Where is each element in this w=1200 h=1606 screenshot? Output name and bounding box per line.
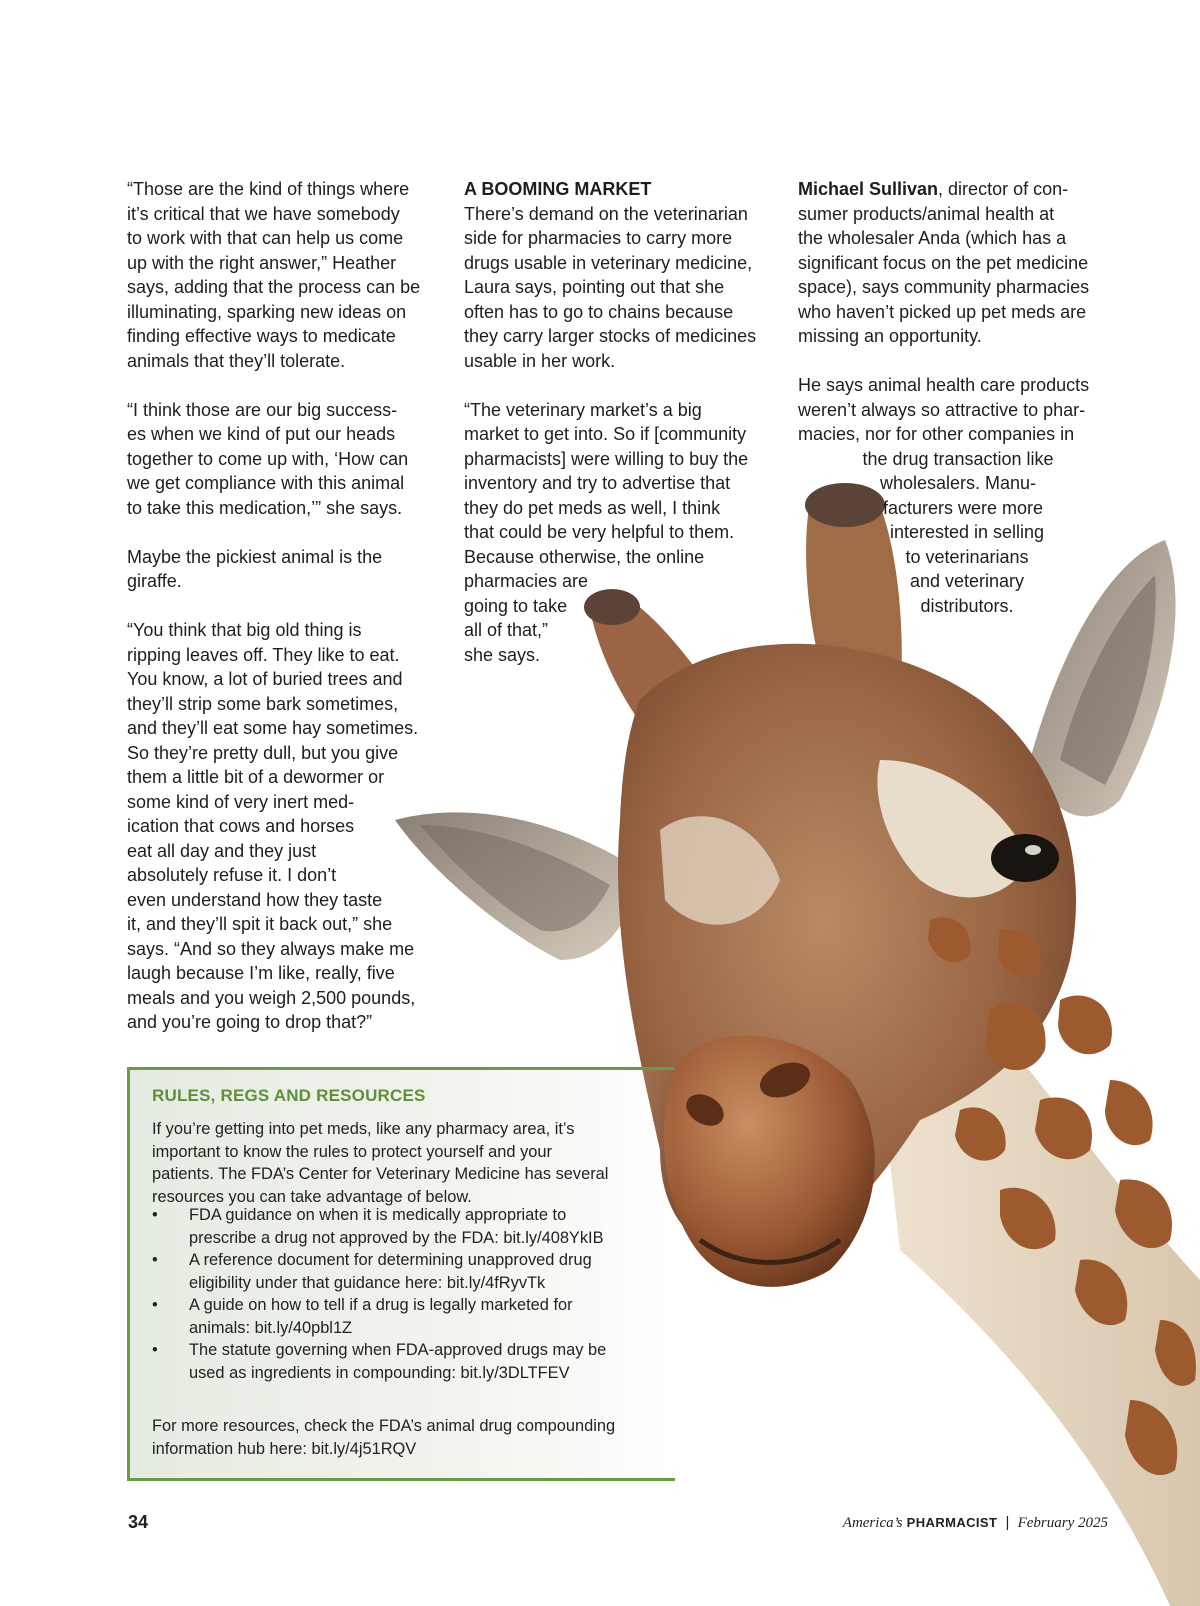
text-line: and you’re going to drop that?” xyxy=(127,1012,373,1032)
spacer xyxy=(464,373,784,398)
text-line: space), says community pharmacies xyxy=(798,277,1090,297)
resource-link[interactable]: eligibility under that guidance here: bit.ly/4fRyvTk xyxy=(189,1273,546,1292)
text-line: they do pet meds as well, I think xyxy=(464,497,721,518)
article-column-1 xyxy=(127,177,447,1035)
text-line: usable in her work. xyxy=(464,350,616,371)
text-line: If you’re getting into pet meds, like any pharmacy area, it’s xyxy=(152,1120,575,1138)
text-line: it, and they’ll spit it back out,” she xyxy=(127,914,393,934)
text-line: significant focus on the pet medicine xyxy=(798,252,1089,273)
bullet-icon: • xyxy=(152,1296,158,1314)
text-line: “Those are the kind of things where xyxy=(127,179,410,199)
text-line: interested in selling xyxy=(889,522,1045,542)
bullet-icon: • xyxy=(152,1206,158,1224)
text-line: “The veterinary market’s a big xyxy=(464,399,702,420)
list-item xyxy=(152,1204,672,1249)
text-line: market to get into. So if [community xyxy=(464,424,747,444)
spacer xyxy=(127,373,447,398)
footer-separator: | xyxy=(1005,1514,1010,1531)
text-line: together to come up with, ‘How can xyxy=(127,448,409,469)
text-line: says, adding that the process can be xyxy=(127,277,421,297)
text-line: some kind of very inert med- xyxy=(127,791,355,812)
text-line: ripping leaves off. They like to eat. xyxy=(127,644,400,665)
text-line: You know, a lot of buried trees and xyxy=(127,669,403,689)
text-line: “You think that big old thing is xyxy=(127,620,362,640)
text-line: she says. xyxy=(464,644,541,665)
text-line: even understand how they taste xyxy=(127,889,383,910)
resource-link[interactable]: information hub here: bit.ly/4j51RQV xyxy=(152,1439,417,1458)
person-name: Michael Sullivan xyxy=(798,179,939,199)
text-line: Because otherwise, the online xyxy=(464,546,705,567)
text-line: giraffe. xyxy=(127,571,182,591)
text-line: pharmacies are xyxy=(464,571,589,591)
text-line: they carry larger stocks of medicines xyxy=(464,326,757,346)
resources-sidebar xyxy=(127,1067,675,1481)
text-line: patients. The FDA’s Center for Veterinary Medicine has several xyxy=(152,1165,609,1183)
section-heading: A BOOMING MARKET xyxy=(464,179,652,199)
list-item xyxy=(152,1339,672,1384)
text-line: A reference document for determining unapproved drug xyxy=(189,1251,592,1269)
list-item xyxy=(152,1249,672,1294)
text-line: ication that cows and horses xyxy=(127,816,355,836)
spacer xyxy=(798,349,1128,374)
text-line: and they’ll eat some hay sometimes. xyxy=(127,718,419,738)
text-line: weren’t always so attractive to phar- xyxy=(798,399,1086,420)
text-line: the wholesaler Anda (which has a xyxy=(798,228,1067,248)
magazine-name-italic: America’s xyxy=(842,1515,903,1531)
text-line: He says animal health care products xyxy=(798,375,1090,395)
resource-link[interactable]: used as ingredients in compounding: bit.ly/3DLTFEV xyxy=(189,1363,570,1382)
text-line: we get compliance with this animal xyxy=(127,473,405,493)
resource-link[interactable]: prescribe a drug not approved by the FDA: bit.ly/408YkIB xyxy=(189,1228,604,1247)
text-line: going to take xyxy=(464,595,568,616)
text-line: pharmacists] were willing to buy the xyxy=(464,448,749,469)
text-fragment: , director of con- xyxy=(938,179,1069,199)
text-line: to veterinarians xyxy=(905,546,1029,567)
text-line: inventory and try to advertise that xyxy=(464,473,731,493)
sidebar-outro xyxy=(152,1415,672,1460)
text-line: FDA guidance on when it is medically appropriate to xyxy=(189,1206,567,1224)
text-line: resources you can take advantage of below. xyxy=(152,1187,472,1206)
text-line: them a little bit of a dewormer or xyxy=(127,767,385,787)
resource-link[interactable]: animals: bit.ly/40pbl1Z xyxy=(189,1318,353,1337)
text-line: important to know the rules to protect yourself and your xyxy=(152,1142,552,1161)
text-line: the drug transaction like xyxy=(862,448,1054,469)
text-line: Laura says, pointing out that she xyxy=(464,277,725,297)
issue-date: February 2025 xyxy=(1017,1515,1108,1531)
bullet-icon: • xyxy=(152,1251,158,1269)
text-line: side for pharmacies to carry more xyxy=(464,228,733,248)
text-line: Maybe the pickiest animal is the xyxy=(127,546,383,567)
text-line: who haven’t picked up pet meds are xyxy=(798,301,1087,322)
spacer xyxy=(127,520,447,545)
text-line: finding effective ways to medicate xyxy=(127,326,396,346)
text-line: often has to go to chains because xyxy=(464,301,734,322)
text-line xyxy=(798,177,1128,202)
text-line: missing an opportunity. xyxy=(798,326,982,346)
article-column-3 xyxy=(798,177,1128,618)
text-line: that could be very helpful to them. xyxy=(464,522,735,542)
text-line: to work with that can help us come xyxy=(127,228,404,248)
text-line: it’s critical that we have somebody xyxy=(127,203,400,224)
text-line: For more resources, check the FDA’s animal drug compounding xyxy=(152,1417,616,1435)
text-line: illuminating, sparking new ideas on xyxy=(127,301,407,322)
text-line: The statute governing when FDA-approved drugs may be xyxy=(189,1341,607,1359)
article-column-2 xyxy=(464,177,784,667)
sidebar-title: RULES, REGS AND RESOURCES xyxy=(152,1086,426,1105)
text-line: to take this medication,’” she says. xyxy=(127,497,403,518)
text-line: all of that,” xyxy=(464,620,549,640)
text-line: and veterinary xyxy=(909,571,1025,591)
text-line: So they’re pretty dull, but you give xyxy=(127,742,399,763)
resource-list xyxy=(152,1204,672,1384)
text-line: laugh because I’m like, really, five xyxy=(127,963,395,983)
text-line: animals that they’ll tolerate. xyxy=(127,350,346,371)
text-line: A guide on how to tell if a drug is legally marketed for xyxy=(189,1296,573,1314)
text-line: they’ll strip some bark sometimes, xyxy=(127,693,399,714)
text-line: meals and you weigh 2,500 pounds, xyxy=(127,987,416,1008)
list-item xyxy=(152,1294,672,1339)
text-line: says. “And so they always make me xyxy=(127,938,415,959)
bullet-icon: • xyxy=(152,1341,158,1359)
text-line: drugs usable in veterinary medicine, xyxy=(464,252,753,273)
text-line: “I think those are our big success- xyxy=(127,399,398,420)
text-line: macies, nor for other companies in xyxy=(798,424,1075,444)
wrapped-text xyxy=(798,447,1098,619)
text-line: distributors. xyxy=(920,595,1014,616)
text-line: eat all day and they just xyxy=(127,840,317,861)
spacer xyxy=(127,594,447,619)
text-line: es when we kind of put our heads xyxy=(127,424,396,444)
magazine-name-bold: PHARMACIST xyxy=(906,1515,998,1530)
text-line: sumer products/animal health at xyxy=(798,203,1055,224)
text-line: wholesalers. Manu- xyxy=(879,473,1037,493)
page-number: 34 xyxy=(128,1512,149,1532)
text-line: There’s demand on the veterinarian xyxy=(464,203,748,224)
text-line: facturers were more xyxy=(882,497,1044,518)
sidebar-intro xyxy=(152,1118,672,1208)
running-footer xyxy=(843,1514,1108,1532)
text-line: absolutely refuse it. I don’t xyxy=(127,865,337,885)
text-line: up with the right answer,” Heather xyxy=(127,252,397,273)
